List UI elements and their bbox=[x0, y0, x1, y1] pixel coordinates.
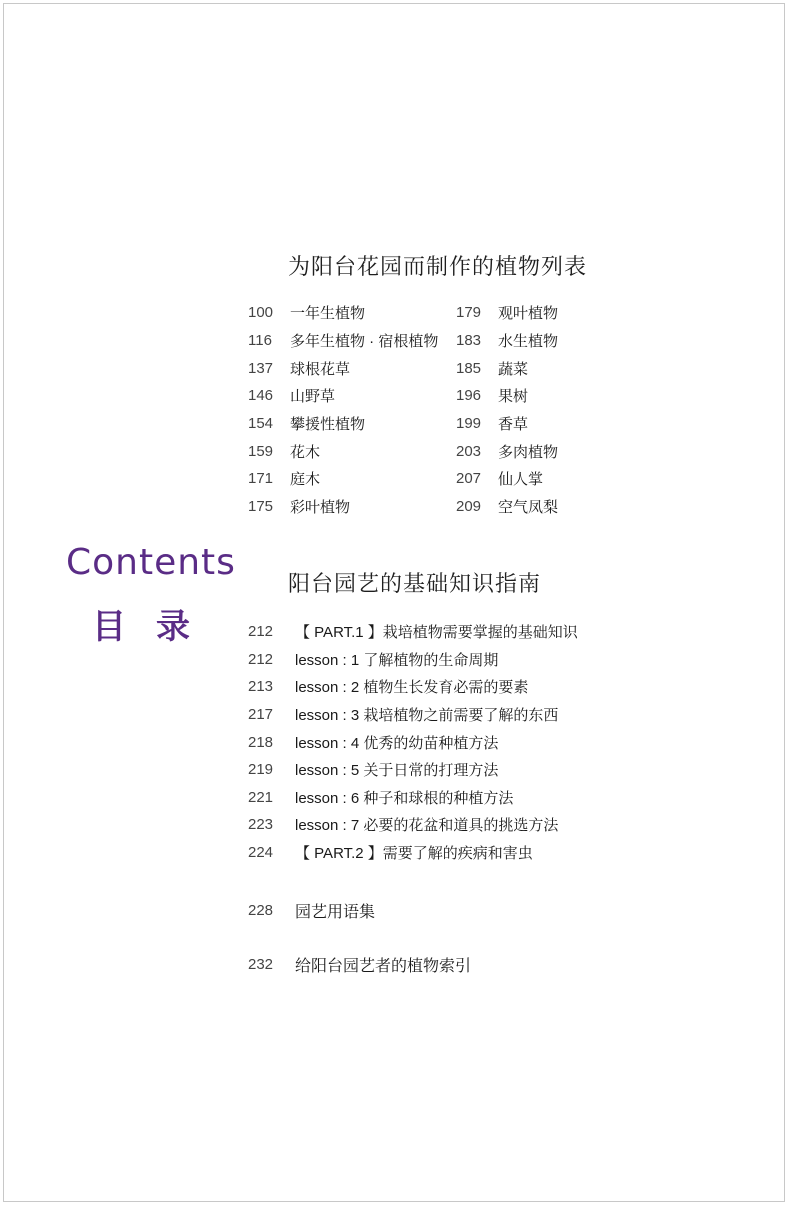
list-item: 223 lesson : 7 必要的花盆和道具的挑选方法 bbox=[248, 816, 559, 835]
list-item: 116 多年生植物 · 宿根植物 bbox=[248, 332, 439, 351]
list-item: 146 山野草 bbox=[248, 387, 336, 406]
glossary-entry: 228 园艺用语集 bbox=[248, 902, 376, 921]
list-item: 185 蔬菜 bbox=[456, 359, 529, 378]
list-item: 137 球根花草 bbox=[248, 359, 351, 378]
list-item: 154 攀援性植物 bbox=[248, 415, 366, 434]
list-item: 213 lesson : 2 植物生长发育必需的要素 bbox=[248, 678, 529, 697]
list-item: 221 lesson : 6 种子和球根的种植方法 bbox=[248, 788, 514, 807]
list-item: 175 彩叶植物 bbox=[248, 498, 351, 517]
list-item: 196 果树 bbox=[456, 387, 529, 406]
index-entry: 232 给阳台园艺者的植物索引 bbox=[248, 956, 472, 975]
plant-list bbox=[248, 299, 578, 521]
list-item: 219 lesson : 5 关于日常的打理方法 bbox=[248, 761, 499, 780]
list-item: 159 花木 bbox=[248, 442, 321, 461]
guide-list bbox=[248, 618, 628, 866]
contents-heading-cn: 目录 bbox=[92, 608, 220, 646]
list-item: 218 lesson : 4 优秀的幼苗种植方法 bbox=[248, 733, 499, 752]
list-item: 183 水生植物 bbox=[456, 332, 559, 351]
list-item: 207 仙人掌 bbox=[456, 470, 544, 489]
list-item: 100 一年生植物 bbox=[248, 304, 366, 323]
section-title-guide: 阳台园艺的基础知识指南 bbox=[288, 571, 542, 596]
list-item: 217 lesson : 3 栽培植物之前需要了解的东西 bbox=[248, 706, 559, 725]
list-item: 212 【 PART.1 】栽培植物需要掌握的基础知识 bbox=[248, 623, 578, 642]
list-item: 209 空气凤梨 bbox=[456, 498, 559, 517]
list-item: 179 观叶植物 bbox=[456, 304, 559, 323]
list-item: 203 多肉植物 bbox=[456, 442, 559, 461]
list-item: 171 庭木 bbox=[248, 470, 321, 489]
list-item: 199 香草 bbox=[456, 415, 529, 434]
list-item: 212 lesson : 1 了解植物的生命周期 bbox=[248, 650, 499, 669]
contents-heading-en: Contents bbox=[66, 542, 236, 583]
section-title-plant-list: 为阳台花园而制作的植物列表 bbox=[288, 254, 588, 279]
list-item: 224 【 PART.2 】需要了解的疾病和害虫 bbox=[248, 844, 533, 863]
